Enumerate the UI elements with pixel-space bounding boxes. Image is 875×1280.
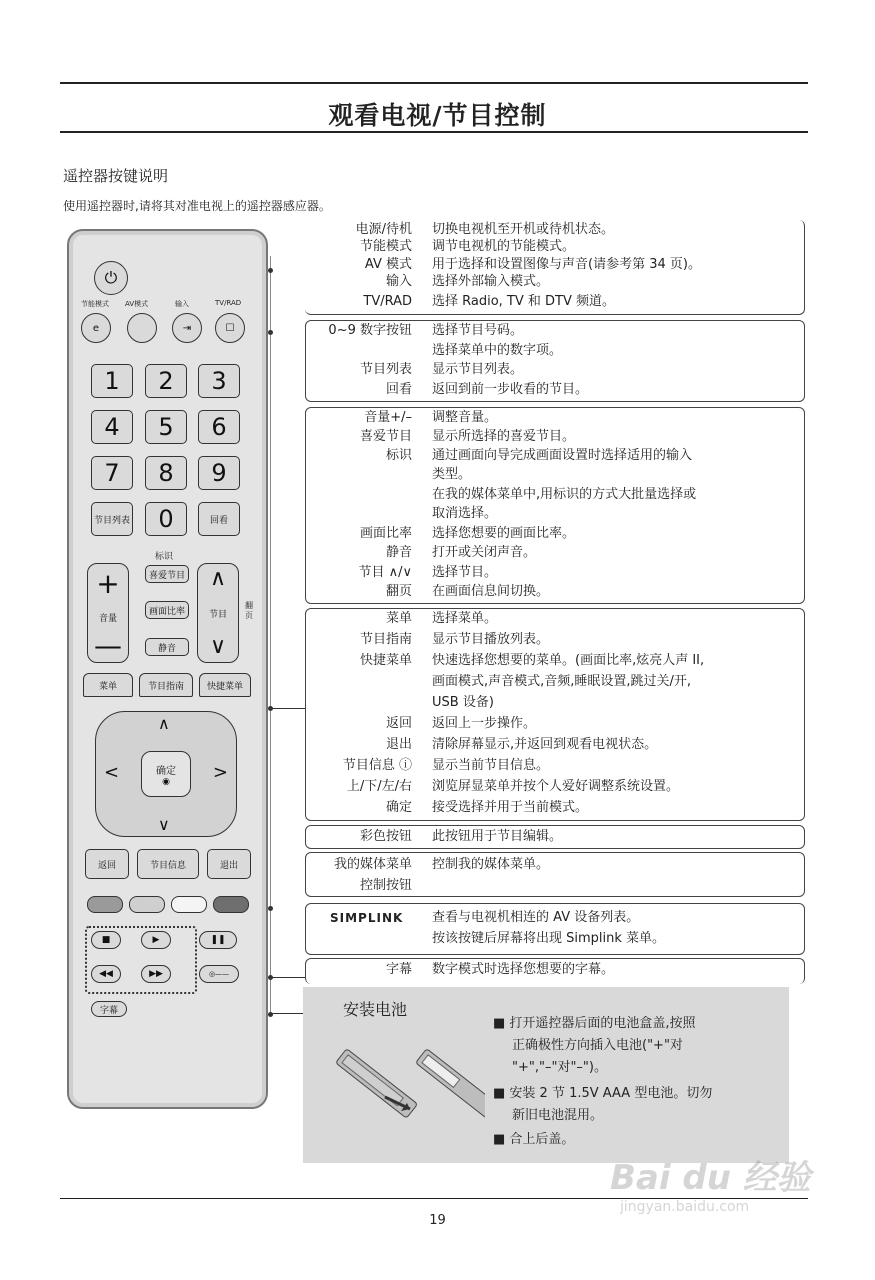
battery-panel — [303, 987, 789, 1163]
input-label: 输入 — [175, 300, 189, 308]
stop-button: ■ — [91, 931, 121, 949]
battery-step-1c: "+","–"对"–")。 — [512, 1060, 607, 1075]
nav-pad: ∧ ∨ < > — [95, 711, 237, 837]
key-info: 节目信息 ⓘ — [342, 758, 412, 773]
desc-power: 切换电视机至开机或待机状态。 — [432, 222, 615, 237]
fav-button: 喜爱节目 — [145, 565, 189, 583]
mark-label: 标识 — [155, 552, 174, 562]
pause-button: ❚❚ — [199, 931, 237, 949]
desc-subtitle: 数字模式时选择您想要的字幕。 — [432, 962, 615, 977]
volume-rocker: + 音量 — — [87, 563, 129, 663]
menu-button: 菜单 — [83, 673, 133, 697]
battery-step-1-text: 打开遥控器后面的电池盒盖,按照 — [509, 1016, 696, 1031]
digit-3: 3 — [198, 364, 240, 398]
page-title: 观看电视/节目控制 — [328, 101, 547, 130]
power-button: ⏻ — [94, 261, 128, 295]
guide-button: 节目指南 — [139, 673, 193, 697]
desc-media: 控制我的媒体菜单。 — [432, 857, 550, 872]
simplink-button: ◎—— — [199, 965, 239, 983]
desc-program: 选择节目。 — [432, 565, 498, 580]
key-list: 节目列表 — [359, 362, 412, 377]
subtitle-button: 字幕 — [91, 1001, 127, 1017]
key-media: 我的媒体菜单 — [333, 857, 412, 872]
desc-info: 显示当前节目信息。 — [432, 758, 550, 773]
desc-simplink: 查看与电视机相连的 AV 设备列表。 — [432, 910, 640, 925]
digit-5: 5 — [145, 410, 187, 444]
color-button-3 — [171, 896, 207, 913]
desc-exit: 清除屏幕显示,并返回到观看电视状态。 — [432, 737, 658, 752]
desc-mark-4: 取消选择。 — [432, 506, 498, 521]
channel-rocker: ∧ 节目 ∨ — [197, 563, 239, 663]
play-button: ▶ — [141, 931, 171, 949]
desc-fav: 显示所选择的喜爱节目。 — [432, 429, 576, 444]
key-back: 返回 — [385, 716, 412, 731]
battery-step-3: ■ 合上后盖。 — [493, 1132, 575, 1147]
ok-button: 确定 ◉ — [141, 751, 191, 797]
battery-step-1: ■ 打开遥控器后面的电池盒盖,按照 — [493, 1016, 696, 1031]
desc-list: 显示节目列表。 — [432, 362, 524, 377]
ok-label: 确定 — [156, 765, 176, 777]
key-input: 输入 — [385, 274, 412, 289]
desc-quick-3: USB 设备) — [432, 695, 494, 710]
digit-4: 4 — [91, 410, 133, 444]
info-button: 节目信息 — [137, 849, 199, 879]
key-energy: 节能模式 — [359, 239, 412, 254]
digit-2: 2 — [145, 364, 187, 398]
desc-back: 返回上一步操作。 — [432, 716, 537, 731]
key-qview: 回看 — [385, 382, 412, 397]
desc-input: 选择外部输入模式。 — [432, 274, 550, 289]
desc-mark-3: 在我的媒体菜单中,用标识的方式大批量选择或 — [432, 487, 697, 502]
desc-page: 在画面信息间切换。 — [432, 584, 550, 599]
ratio-button: 画面比率 — [145, 601, 189, 619]
battery-step-2: ■ 安装 2 节 1.5V AAA 型电池。切勿 — [493, 1086, 713, 1101]
digit-8: 8 — [145, 456, 187, 490]
key-color: 彩色按钮 — [359, 829, 412, 844]
program-label: 节目 — [208, 609, 227, 620]
back-button: 返回 — [85, 849, 129, 879]
connector-line — [270, 1013, 305, 1014]
baidu-watermark — [610, 1150, 840, 1250]
section-title: 遥控器按键说明 — [63, 167, 169, 185]
quick-menu-button: 快捷菜单 — [199, 673, 251, 697]
watermark-brand: Bai du 经验 — [610, 1158, 811, 1198]
av-mode-button — [127, 313, 157, 343]
connector-line — [270, 708, 305, 709]
key-program: 节目 ∧/∨ — [358, 565, 412, 580]
connector-dot — [268, 906, 273, 911]
page-number: 19 — [429, 1213, 446, 1228]
desc-quick-2: 画面模式,声音模式,音频,睡眠设置,跳过关/开, — [432, 674, 692, 689]
mute-button: 静音 — [145, 638, 189, 656]
key-tvrad: TV/RAD — [363, 294, 412, 309]
desc-color: 此按钮用于节目编辑。 — [432, 829, 563, 844]
key-volume: 音量+/– — [364, 410, 412, 425]
key-mark: 标识 — [385, 448, 412, 463]
q-view-button: 回看 — [198, 502, 240, 536]
volume-label: 音量 — [98, 613, 117, 624]
desc-menu: 选择菜单。 — [432, 611, 498, 626]
simplink-logo: SIMPLINK — [330, 911, 404, 925]
desc-quick: 快速选择您想要的菜单。(画面比率,炫亮人声 II, — [432, 653, 705, 668]
key-guide: 节目指南 — [359, 632, 412, 647]
key-av: AV 模式 — [364, 257, 412, 272]
desc-arrows: 浏览屏显菜单并按个人爱好调整系统设置。 — [432, 779, 680, 794]
battery-step-1b: 正确极性方向插入电池("+"对 — [512, 1038, 683, 1053]
battery-step-2b: 新旧电池混用。 — [512, 1108, 604, 1123]
fast-forward-button: ▶▶ — [141, 965, 171, 983]
key-fav: 喜爱节目 — [359, 429, 412, 444]
energy-button: e — [81, 313, 111, 343]
key-quick: 快捷菜单 — [359, 653, 412, 668]
key-media-2: 控制按钮 — [359, 878, 412, 893]
desc-ok: 接受选择并用于当前模式。 — [432, 800, 589, 815]
desc-digits-2: 选择菜单中的数字项。 — [432, 343, 563, 358]
page-label: 翻页 — [245, 601, 253, 620]
key-page: 翻页 — [385, 584, 412, 599]
battery-title: 安装电池 — [343, 1000, 408, 1019]
desc-volume: 调整音量。 — [432, 410, 498, 425]
desc-tvrad: 选择 Radio, TV 和 DTV 频道。 — [432, 294, 616, 309]
digit-0: 0 — [145, 502, 187, 536]
desc-digits: 选择节目号码。 — [432, 323, 524, 338]
digit-6: 6 — [198, 410, 240, 444]
input-button: ⇥ — [172, 313, 202, 343]
color-button-2 — [129, 896, 165, 913]
key-digits: 0~9 数字按钮 — [328, 323, 412, 338]
desc-energy: 调节电视机的节能模式。 — [432, 239, 576, 254]
energy-label: 节能模式 — [81, 300, 109, 308]
key-ratio: 画面比率 — [359, 526, 412, 541]
tv-rad-button: ☐ — [215, 313, 245, 343]
desc-mark-2: 类型。 — [432, 467, 472, 482]
top-rule — [60, 82, 808, 84]
connector-dot — [268, 268, 273, 273]
color-button-4 — [213, 896, 249, 913]
watermark-url: jingyan.baidu.com — [620, 1199, 750, 1215]
desc-av: 用于选择和设置图像与声音(请参考第 34 页)。 — [432, 257, 701, 272]
remote-control-illustration — [67, 229, 268, 1109]
battery-step-3-text: 合上后盖。 — [509, 1132, 575, 1147]
connector-dot — [268, 330, 273, 335]
color-button-1 — [87, 896, 123, 913]
digit-7: 7 — [91, 456, 133, 490]
list-button: 节目列表 — [91, 502, 133, 536]
connector-line — [270, 977, 305, 978]
desc-mark: 通过画面向导完成画面设置时选择适用的输入 — [432, 448, 693, 463]
key-mute: 静音 — [385, 545, 412, 560]
key-menu: 菜单 — [385, 611, 412, 626]
exit-button: 退出 — [207, 849, 251, 879]
key-power: 电源/待机 — [355, 222, 412, 237]
tvrad-label: TV/RAD — [215, 299, 242, 307]
title-underline — [60, 131, 808, 133]
connector-line — [270, 256, 271, 1016]
desc-guide: 显示节目播放列表。 — [432, 632, 550, 647]
digit-1: 1 — [91, 364, 133, 398]
intro-text: 使用遥控器时,请将其对准电视上的遥控器感应器。 — [63, 199, 331, 213]
rewind-button: ◀◀ — [91, 965, 121, 983]
desc-mute: 打开或关闭声音。 — [432, 545, 537, 560]
desc-ratio: 选择您想要的画面比率。 — [432, 526, 576, 541]
key-exit: 退出 — [385, 737, 412, 752]
key-arrows: 上/下/左/右 — [346, 779, 412, 794]
desc-simplink-2: 按该按键后屏幕将出现 Simplink 菜单。 — [432, 931, 666, 946]
av-label: AV模式 — [125, 300, 149, 308]
key-ok: 确定 — [385, 800, 412, 815]
battery-cover-icon — [315, 1027, 485, 1137]
key-subtitle: 字幕 — [385, 962, 412, 977]
battery-step-2-text: 安装 2 节 1.5V AAA 型电池。切勿 — [509, 1086, 713, 1101]
digit-9: 9 — [198, 456, 240, 490]
desc-qview: 返回到前一步收看的节目。 — [432, 382, 589, 397]
